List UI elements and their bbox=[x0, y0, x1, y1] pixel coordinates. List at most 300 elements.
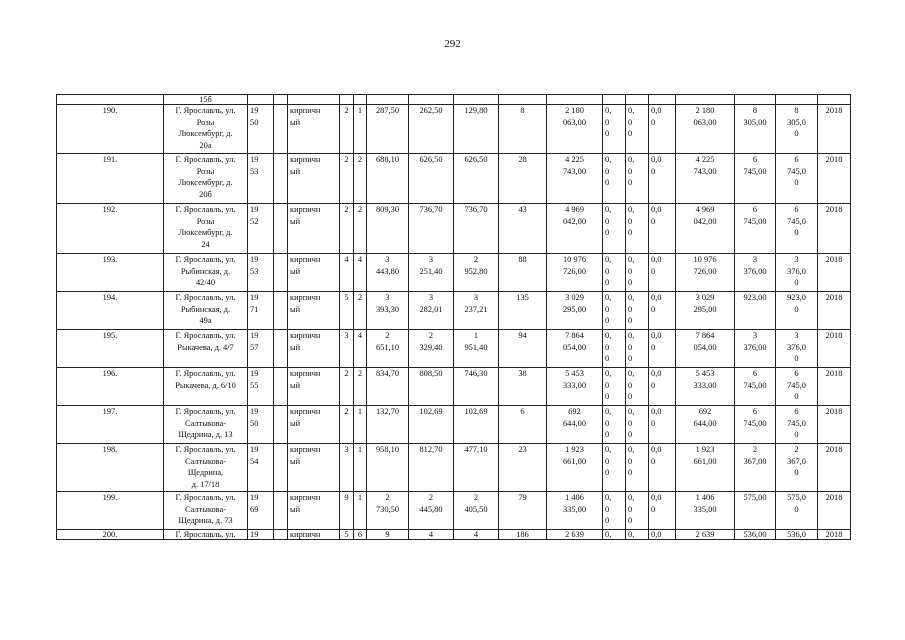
cell-line: Люксембург, д. bbox=[178, 178, 233, 187]
build-year-cell bbox=[248, 105, 274, 154]
table-row bbox=[57, 368, 851, 406]
municipal-share-cell bbox=[649, 368, 676, 406]
max-unit-cost-cell bbox=[776, 368, 818, 406]
cell-line: 305,00 bbox=[743, 117, 767, 127]
cell-line: 24 bbox=[201, 239, 210, 249]
cell-line: 52 bbox=[250, 216, 259, 226]
cell-line: 0 bbox=[794, 178, 799, 187]
cell-line: 0 bbox=[628, 316, 633, 325]
cell-line: кирпичн bbox=[290, 445, 321, 454]
cell-line: 4 969 bbox=[695, 205, 715, 214]
build-year-cell bbox=[248, 406, 274, 444]
cell-line: 6 bbox=[752, 369, 758, 378]
cell-line: 19 bbox=[250, 369, 259, 378]
cell-line: 0 bbox=[628, 342, 633, 352]
cell-line: 6 bbox=[794, 205, 799, 214]
cell-line: 0, bbox=[605, 155, 612, 164]
cell-line: 626,50 bbox=[464, 155, 488, 164]
cell-line: кирпичн bbox=[290, 369, 321, 378]
residents-cell: 135 bbox=[499, 292, 547, 330]
total-area-cell bbox=[367, 105, 409, 154]
cell-line: 2 bbox=[473, 255, 479, 264]
cell-line: 71 bbox=[250, 304, 259, 314]
cell-line: ый bbox=[290, 304, 301, 314]
unit-cost-cell bbox=[735, 492, 776, 530]
cell-line: 0 bbox=[605, 166, 610, 176]
unit-cost-cell bbox=[735, 254, 776, 292]
cell-line: Г. Ярославль, ул. bbox=[175, 369, 236, 378]
living-area-cell bbox=[409, 492, 454, 530]
fund-share-cell bbox=[603, 254, 626, 292]
cell-line: 1 bbox=[473, 331, 479, 340]
fund-share-cell bbox=[603, 105, 626, 154]
total-area-cell bbox=[367, 254, 409, 292]
unit-cost-cell bbox=[735, 292, 776, 330]
cell-line: 063,00 bbox=[693, 117, 717, 127]
planned-year-cell: 2018 bbox=[818, 492, 851, 530]
cell-line: 0, bbox=[628, 369, 635, 378]
address-cell: 15б bbox=[164, 95, 248, 105]
cell-line: 3 bbox=[428, 255, 434, 264]
living-area-cell bbox=[409, 330, 454, 368]
max-unit-cost-cell bbox=[776, 204, 818, 254]
cell-line: 0 bbox=[628, 278, 633, 287]
residential-area-cell bbox=[454, 530, 499, 540]
cell-line: Салтыкова- bbox=[184, 504, 227, 514]
cost-cell bbox=[547, 406, 603, 444]
blank-cell bbox=[274, 368, 288, 406]
cell-line: 0 bbox=[605, 216, 610, 226]
cell-line: 367,00 bbox=[743, 456, 767, 466]
cell-line: 0 bbox=[628, 418, 633, 428]
cell-line: 132,70 bbox=[375, 407, 400, 416]
cell-line: 3 bbox=[385, 293, 390, 302]
planned-year-cell: 2018 bbox=[818, 444, 851, 492]
cell-line: 50 bbox=[250, 117, 259, 127]
cell-line: 0 bbox=[651, 166, 656, 176]
entrances-cell: 6 bbox=[354, 530, 367, 540]
cell-line: Салтыкова- bbox=[184, 418, 227, 428]
cell-line: 0 bbox=[794, 504, 799, 514]
row-number-cell: 197. bbox=[57, 406, 164, 444]
max-unit-cost-cell bbox=[776, 406, 818, 444]
cell-line: 0 bbox=[651, 456, 656, 466]
cell-line: 0 bbox=[794, 430, 799, 439]
cell-line: 0 bbox=[605, 316, 610, 325]
cell-line: 8 bbox=[752, 106, 758, 115]
unit-cost-cell bbox=[735, 105, 776, 154]
cell-line: 923,00 bbox=[743, 293, 767, 302]
cell-line: 262,50 bbox=[419, 106, 443, 115]
living-area-cell bbox=[409, 154, 454, 204]
cell-line: 6 bbox=[752, 155, 758, 164]
cell-line: 0,0 bbox=[651, 493, 662, 502]
cell-line: 1 923 bbox=[695, 445, 715, 454]
region-share-cell bbox=[626, 204, 649, 254]
cell-line: 0, bbox=[605, 493, 612, 502]
blank-cell bbox=[274, 492, 288, 530]
municipal-share-cell bbox=[649, 406, 676, 444]
cell-line: 0 bbox=[605, 178, 610, 187]
cell-line: 3 bbox=[473, 293, 479, 302]
cell-line: 0 bbox=[628, 430, 633, 439]
cell-line: 0, bbox=[628, 530, 635, 539]
cell-line: Люксембург, д. bbox=[178, 228, 233, 237]
cell-line: 4 bbox=[428, 530, 434, 539]
residents-cell: 186 bbox=[499, 530, 547, 540]
cell-line: 19 bbox=[250, 331, 259, 340]
table-row bbox=[57, 492, 851, 530]
cell-line: Г. Ярославль, ул. bbox=[175, 407, 236, 416]
total-area-cell bbox=[367, 292, 409, 330]
row-number-cell: 198. bbox=[57, 444, 164, 492]
row-number-cell: 191. bbox=[57, 154, 164, 204]
cost-cell bbox=[547, 204, 603, 254]
cell-line: Рыкачева, д. 4/7 bbox=[177, 342, 234, 352]
region-share-cell bbox=[626, 368, 649, 406]
cell-line: 287,50 bbox=[375, 106, 400, 115]
cell-line: 952,80 bbox=[464, 266, 488, 276]
cell-line: 6 bbox=[752, 205, 758, 214]
unit-cost-cell bbox=[735, 154, 776, 204]
row-number-cell: 196. bbox=[57, 368, 164, 406]
entrances-cell: 1 bbox=[354, 444, 367, 492]
cell-line: 0,0 bbox=[651, 255, 662, 264]
cell-line: 3 029 bbox=[695, 293, 715, 302]
owners-cost-cell bbox=[676, 204, 735, 254]
region-share-cell bbox=[626, 330, 649, 368]
cell-line: 0 bbox=[605, 392, 610, 401]
residential-area-cell bbox=[454, 444, 499, 492]
entrances-cell: 1 bbox=[354, 406, 367, 444]
owners-cost-cell bbox=[676, 492, 735, 530]
cell-line: 2 bbox=[794, 445, 799, 454]
cell-line: 0 bbox=[628, 380, 633, 390]
cost-cell bbox=[547, 330, 603, 368]
residential-area-cell bbox=[454, 368, 499, 406]
living-area-cell bbox=[409, 368, 454, 406]
owners-cost-cell bbox=[676, 292, 735, 330]
floors-cell: 2 bbox=[340, 204, 354, 254]
cell-line: 730,50 bbox=[375, 504, 400, 514]
build-year-cell bbox=[248, 444, 274, 492]
address-cell bbox=[164, 254, 248, 292]
wall-material-cell bbox=[288, 406, 340, 444]
cell-line: 0 bbox=[605, 430, 610, 439]
cell-line: 0 bbox=[605, 278, 610, 287]
cell-line: Г. Ярославль, ул. bbox=[175, 255, 236, 264]
cell-line: ый bbox=[290, 504, 301, 514]
cell-line: 0 bbox=[628, 166, 633, 176]
cell-line: кирпичн bbox=[290, 155, 321, 164]
cell-line: 958,10 bbox=[375, 445, 400, 454]
max-unit-cost-cell bbox=[776, 292, 818, 330]
total-area-cell bbox=[367, 492, 409, 530]
cell-line: 2 639 bbox=[695, 530, 715, 539]
owners-cost-cell bbox=[676, 254, 735, 292]
cell-line: Салтыкова- bbox=[184, 456, 227, 466]
residents-cell: 8 bbox=[499, 105, 547, 154]
cell-line: 1 406 bbox=[565, 493, 584, 502]
wall-material-cell bbox=[288, 254, 340, 292]
unit-cost-cell bbox=[735, 368, 776, 406]
table-row bbox=[57, 254, 851, 292]
address-cell bbox=[164, 444, 248, 492]
cost-cell bbox=[547, 292, 603, 330]
max-unit-cost-cell bbox=[776, 530, 818, 540]
cell-line: 0 bbox=[794, 354, 799, 363]
cell-line: 0, bbox=[628, 155, 635, 164]
cell-line: 0 bbox=[651, 342, 656, 352]
residents-cell: 88 bbox=[499, 254, 547, 292]
cell-line: кирпичн bbox=[290, 530, 321, 539]
cell-line: 745,00 bbox=[743, 216, 767, 226]
address-cell bbox=[164, 292, 248, 330]
build-year-cell bbox=[248, 492, 274, 530]
cell-line: 692 bbox=[568, 407, 581, 416]
cell-line: 8 bbox=[794, 106, 799, 115]
entrances-cell: 2 bbox=[354, 368, 367, 406]
cell-line: 295,00 bbox=[693, 304, 717, 314]
cost-cell bbox=[547, 368, 603, 406]
cell-line: 367,0 bbox=[787, 456, 806, 466]
cell-line: 0 bbox=[651, 266, 656, 276]
floors-cell: 3 bbox=[340, 444, 354, 492]
cell-line: Щедрина, д. 73 bbox=[178, 516, 233, 525]
cell-line: 745,0 bbox=[787, 216, 806, 226]
row-number-cell: 195. bbox=[57, 330, 164, 368]
cell-line: 0, bbox=[628, 445, 635, 454]
table-row bbox=[57, 330, 851, 368]
cell-line: 0 bbox=[794, 468, 799, 477]
floors-cell: 3 bbox=[340, 330, 354, 368]
wall-material-cell bbox=[288, 154, 340, 204]
cell-line: 0,0 bbox=[651, 530, 662, 539]
cell-line: Щедрина, bbox=[187, 468, 224, 477]
cell-line: 0 bbox=[628, 304, 633, 314]
cell-line: 20б bbox=[199, 189, 212, 199]
cell-line: Рыбинская, д. bbox=[180, 304, 231, 314]
cell-line: 0 bbox=[605, 117, 610, 127]
cell-line: 2 180 bbox=[565, 106, 584, 115]
owners-cost-cell bbox=[676, 368, 735, 406]
page-number: 292 bbox=[444, 38, 461, 50]
cell-line: 0, bbox=[628, 331, 635, 340]
cell-line: 726,00 bbox=[693, 266, 717, 276]
cell-line: кирпичн bbox=[290, 255, 321, 264]
cell-line: 0, bbox=[605, 106, 612, 115]
cost-cell bbox=[547, 254, 603, 292]
floors-cell: 2 bbox=[340, 154, 354, 204]
row-number-cell: 200. bbox=[57, 530, 164, 540]
cell-line: кирпичн bbox=[290, 407, 321, 416]
max-unit-cost-cell bbox=[776, 330, 818, 368]
cell-line: 305,0 bbox=[787, 117, 806, 127]
cell-line: 743,00 bbox=[562, 166, 587, 176]
cell-line: 661,00 bbox=[693, 456, 717, 466]
wall-material-cell bbox=[288, 444, 340, 492]
cell-line: 0, bbox=[605, 331, 612, 340]
cell-line: Г. Ярославль, ул. bbox=[175, 331, 236, 340]
planned-year-cell: 2018 bbox=[818, 368, 851, 406]
residential-area-cell bbox=[454, 154, 499, 204]
max-unit-cost-cell bbox=[776, 154, 818, 204]
cell-line: Г. Ярославль, ул. bbox=[175, 155, 236, 164]
cell-line: 0 bbox=[794, 228, 799, 237]
row-number-cell: 193. bbox=[57, 254, 164, 292]
cell-line: 0 bbox=[605, 129, 610, 138]
cell-line: 0 bbox=[628, 354, 633, 363]
owners-cost-cell bbox=[676, 330, 735, 368]
planned-year-cell: 2018 bbox=[818, 204, 851, 254]
address-cell bbox=[164, 368, 248, 406]
build-year-cell bbox=[248, 292, 274, 330]
entrances-cell: 2 bbox=[354, 154, 367, 204]
floors-cell: 2 bbox=[340, 105, 354, 154]
cell-line: 951,40 bbox=[464, 342, 488, 352]
cell-line: 376,00 bbox=[743, 342, 767, 352]
cell-line: 0 bbox=[794, 129, 799, 138]
unit-cost-cell bbox=[735, 406, 776, 444]
cell-line: Г. Ярославль, ул. bbox=[175, 106, 236, 115]
cell-line: 53 bbox=[250, 266, 259, 276]
municipal-share-cell bbox=[649, 530, 676, 540]
cell-line: 3 bbox=[385, 255, 390, 264]
cell-line: 0,0 bbox=[651, 293, 662, 302]
wall-material-cell bbox=[288, 492, 340, 530]
cell-line: 4 bbox=[473, 530, 479, 539]
wall-material-cell bbox=[288, 204, 340, 254]
wall-material-cell bbox=[288, 368, 340, 406]
cell-line: 0, bbox=[605, 369, 612, 378]
continuation-row bbox=[57, 95, 851, 105]
cell-line: 19 bbox=[250, 205, 259, 214]
cell-line: 812,70 bbox=[419, 445, 443, 454]
municipal-share-cell bbox=[649, 105, 676, 154]
cell-line: кирпичн bbox=[290, 493, 321, 502]
cell-line: Люксембург, д. bbox=[178, 129, 233, 138]
cell-line: 746,30 bbox=[464, 369, 488, 378]
cell-line: 19 bbox=[250, 407, 259, 416]
cell-line: 6 bbox=[794, 155, 799, 164]
cell-line: 575,00 bbox=[743, 493, 767, 502]
region-share-cell bbox=[626, 254, 649, 292]
cell-line: 536,0 bbox=[787, 530, 806, 539]
region-share-cell bbox=[626, 406, 649, 444]
cell-line: 1 923 bbox=[565, 445, 584, 454]
cell-line: 0 bbox=[651, 304, 656, 314]
cell-line: 0 bbox=[794, 392, 799, 401]
cell-line: 644,00 bbox=[562, 418, 587, 428]
address-cell bbox=[164, 154, 248, 204]
cell-line: кирпичн bbox=[290, 205, 321, 214]
municipal-share-cell bbox=[649, 330, 676, 368]
wall-material-cell bbox=[288, 330, 340, 368]
cell-line: 0 bbox=[605, 228, 610, 237]
table-row bbox=[57, 105, 851, 154]
cell-line: 2 180 bbox=[695, 106, 715, 115]
planned-year-cell: 2018 bbox=[818, 292, 851, 330]
cell-line: 333,00 bbox=[693, 380, 717, 390]
planned-year-cell: 2018 bbox=[818, 406, 851, 444]
build-year-cell bbox=[248, 154, 274, 204]
cell-line: 129,80 bbox=[464, 106, 488, 115]
wall-material-cell bbox=[288, 530, 340, 540]
blank-cell bbox=[274, 292, 288, 330]
cell-line: кирпичн bbox=[290, 106, 321, 115]
cell-line: 743,00 bbox=[693, 166, 717, 176]
address-cell bbox=[164, 530, 248, 540]
cell-line: 333,00 bbox=[562, 380, 587, 390]
cell-line: 0 bbox=[628, 266, 633, 276]
blank-cell bbox=[274, 154, 288, 204]
floors-cell: 2 bbox=[340, 406, 354, 444]
max-unit-cost-cell bbox=[776, 444, 818, 492]
owners-cost-cell bbox=[676, 530, 735, 540]
cell-line: 4 225 bbox=[565, 155, 584, 164]
address-cell bbox=[164, 105, 248, 154]
cell-line: 54 bbox=[250, 456, 259, 466]
cell-line: 923,0 bbox=[787, 293, 806, 302]
entrances-cell: 2 bbox=[354, 204, 367, 254]
cell-line: 49а bbox=[199, 316, 212, 325]
cell-line: 0 bbox=[605, 418, 610, 428]
table-row bbox=[57, 204, 851, 254]
cell-line: 575,0 bbox=[787, 493, 806, 502]
build-year-cell bbox=[248, 204, 274, 254]
cell-line: 2 bbox=[385, 493, 390, 502]
cell-line: 0, bbox=[628, 205, 635, 214]
residential-area-cell bbox=[454, 330, 499, 368]
total-area-cell bbox=[367, 154, 409, 204]
cell-line: ый bbox=[290, 166, 301, 176]
cell-line: 19 bbox=[250, 445, 259, 454]
cell-line: 443,80 bbox=[375, 266, 400, 276]
cell-line: 0 bbox=[628, 228, 633, 237]
living-area-cell bbox=[409, 254, 454, 292]
cell-line: 335,00 bbox=[562, 504, 587, 514]
cell-line: 0, bbox=[605, 445, 612, 454]
table-row bbox=[57, 530, 851, 540]
cell-line: 726,00 bbox=[562, 266, 587, 276]
cell-line: 736,70 bbox=[419, 205, 443, 214]
cell-line: 626,50 bbox=[419, 155, 443, 164]
owners-cost-cell bbox=[676, 105, 735, 154]
cost-cell bbox=[547, 154, 603, 204]
cell-line: 20а bbox=[199, 140, 212, 150]
cell-line: ый bbox=[290, 216, 301, 226]
total-area-cell bbox=[367, 330, 409, 368]
unit-cost-cell bbox=[735, 330, 776, 368]
residents-cell: 38 bbox=[499, 368, 547, 406]
cell-line: 054,00 bbox=[693, 342, 717, 352]
residential-area-cell bbox=[454, 204, 499, 254]
cell-line: 2 bbox=[752, 445, 758, 454]
cell-line: 0 bbox=[651, 216, 656, 226]
cell-line: 745,0 bbox=[787, 166, 806, 176]
blank-cell bbox=[274, 444, 288, 492]
floors-cell: 4 bbox=[340, 254, 354, 292]
cell-line: 0 bbox=[628, 129, 633, 138]
cell-line: 19 bbox=[250, 155, 259, 164]
fund-share-cell bbox=[603, 368, 626, 406]
cell-line: 0, bbox=[628, 106, 635, 115]
municipal-share-cell bbox=[649, 444, 676, 492]
cell-line: 5 453 bbox=[695, 369, 715, 378]
living-area-cell bbox=[409, 204, 454, 254]
municipal-share-cell bbox=[649, 204, 676, 254]
cell-line: 0, bbox=[605, 255, 612, 264]
